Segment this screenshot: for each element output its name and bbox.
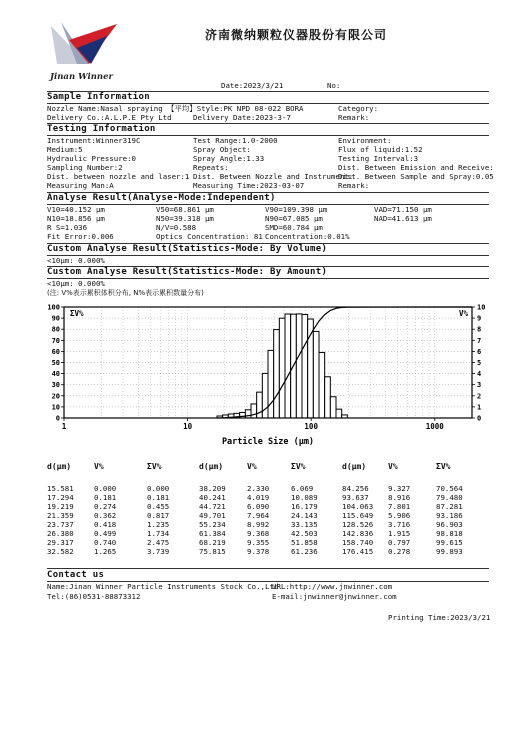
analyse-field: V10=40.152 μm: [47, 205, 105, 214]
report-no: No:: [327, 81, 341, 90]
divider: [47, 255, 489, 256]
histogram-bar: [302, 314, 308, 418]
table-cell: 0.499: [94, 529, 117, 538]
table-cell: 2.475: [147, 538, 170, 547]
sample-category: Category:: [338, 104, 379, 113]
table-cell: 93.637: [342, 493, 369, 502]
histogram-bar: [336, 409, 342, 418]
table-cell: 0.000: [94, 484, 117, 493]
report-date: Date:2023/3/21: [221, 81, 284, 90]
table-cell: 75.815: [199, 547, 226, 556]
analyse-field: N/V=0.588: [156, 223, 197, 232]
sample-nozzle: Nozzle Name:Nasal spraying 【平均】Style:PK NPD 08-022 BORA: [47, 104, 304, 113]
analyse-field: VAD=71.150 μm: [374, 205, 432, 214]
testing-field: Spray Object:: [193, 145, 251, 154]
testing-field: Instrument:Winner319C: [47, 136, 141, 145]
analyse-field: R S=1.036: [47, 223, 88, 232]
table-cell: 0.274: [94, 502, 117, 511]
y-tick-label-right: 0: [477, 414, 482, 423]
analyse-field: N10=18.856 μm: [47, 214, 105, 223]
histogram-bar: [257, 392, 263, 418]
table-cell: 0.181: [147, 493, 170, 502]
testing-field: Dist. Between Emission and Receive:: [338, 163, 494, 172]
data-table: [47, 462, 495, 556]
y-tick-label-left: 40: [51, 370, 60, 379]
analyse-field: V90=109.398 μm: [265, 205, 328, 214]
y-tick-label-right: 1: [477, 403, 482, 412]
y-tick-label-right: 10: [477, 303, 486, 312]
table-cell: 96.903: [436, 520, 463, 529]
y-tick-label-right: 6: [477, 347, 482, 356]
table-cell: 79.480: [436, 493, 463, 502]
table-cell: 2.330: [247, 484, 270, 493]
table-cell: 17.294: [47, 493, 74, 502]
table-cell: 128.526: [342, 520, 374, 529]
table-cell: 0.740: [94, 538, 117, 547]
testing-field: Dist. Between Sample and Spray:0.05: [338, 172, 494, 181]
analyse-result-title: Analyse Result(Analyse-Mode:Independent): [47, 193, 276, 203]
x-tick-label: 100: [304, 422, 318, 431]
table-cell: 15.581: [47, 484, 74, 493]
table-cell: 99.893: [436, 547, 463, 556]
x-tick-label: 1000: [425, 422, 444, 431]
histogram-bar: [285, 314, 291, 418]
table-cell: 1.235: [147, 520, 170, 529]
table-cell: 68.219: [199, 538, 226, 547]
table-cell: 99.615: [436, 538, 463, 547]
right-axis-label: V%: [458, 309, 468, 318]
table-cell: 3.739: [147, 547, 170, 556]
table-cell: 19.219: [47, 502, 74, 511]
table-cell: 115.649: [342, 511, 374, 520]
table-cell: 38.209: [199, 484, 226, 493]
table-cell: 84.256: [342, 484, 369, 493]
y-tick-label-right: 9: [477, 314, 482, 323]
table-header-cell: ΣV%: [436, 462, 451, 471]
x-axis-label: Particle Size (μm): [221, 437, 315, 447]
table-cell: 3.716: [388, 520, 411, 529]
contact-name: Name:Jinan Winner Particle Instruments Stock Co.,Ltd: [47, 582, 279, 591]
sample-delivery-date: Delivery Date:2023-3-7: [193, 113, 291, 122]
table-cell: 4.019: [247, 493, 270, 502]
analyse-field: N50=39.318 μm: [156, 214, 214, 223]
contact-tel: Tel:(86)0531-88873312: [47, 592, 141, 601]
testing-field: Spray Angle:1.33: [193, 154, 265, 163]
table-cell: 0.418: [94, 520, 117, 529]
table-cell: 0.455: [147, 502, 170, 511]
particle-size-chart: [40, 300, 496, 452]
testing-field: Dist. Between Nozzle and Instrument:: [193, 172, 354, 181]
analyse-field: SMD=60.784 μm: [265, 223, 323, 232]
testing-field: Hydraulic Pressure:0: [47, 154, 136, 163]
sample-delivery: Delivery Co.:A.L.P.E Pty Ltd: [47, 113, 172, 122]
table-cell: 1.915: [388, 529, 411, 538]
table-cell: 33.135: [291, 520, 318, 529]
table-cell: 29.317: [47, 538, 74, 547]
table-cell: 93.186: [436, 511, 463, 520]
table-cell: 32.582: [47, 547, 74, 556]
table-header-cell: d(μm): [47, 462, 72, 471]
testing-field: Test Range:1.0-2000: [193, 136, 278, 145]
chart-note: (注: V%表示累积体积分布, N%表示累积数量分布): [47, 289, 204, 297]
custom-volume-title: Custom Analyse Result(Statistics-Mode: By Volume): [47, 244, 328, 254]
table-cell: 104.063: [342, 502, 374, 511]
y-tick-label-right: 8: [477, 325, 482, 334]
table-cell: 9.327: [388, 484, 411, 493]
table-cell: 0.000: [147, 484, 170, 493]
printing-time: Printing Time:2023/3/21: [388, 613, 491, 622]
testing-field: Medium:5: [47, 145, 83, 154]
contact-url[interactable]: URL:http://www.jnwinner.com: [272, 582, 393, 591]
table-cell: 70.564: [436, 484, 463, 493]
y-tick-label-left: 30: [51, 381, 60, 390]
histogram-bar: [296, 314, 302, 418]
contact-title: Contact us: [47, 570, 105, 580]
table-cell: 49.701: [199, 511, 226, 520]
table-cell: 8.992: [247, 520, 270, 529]
divider: [47, 278, 489, 279]
table-cell: 1.734: [147, 529, 170, 538]
logo-text: Jinan Winner: [50, 72, 113, 82]
table-header-cell: ΣV%: [147, 462, 162, 471]
analyse-field: Optics Concentration: 81: [156, 232, 263, 241]
testing-field: Dist. between nozzle and laser:1: [47, 172, 190, 181]
y-tick-label-left: 10: [51, 403, 60, 412]
table-cell: 61.236: [291, 547, 318, 556]
left-axis-label: ΣV%: [70, 309, 84, 318]
table-cell: 10.089: [291, 493, 318, 502]
testing-field: Repeats:: [193, 163, 229, 172]
table-cell: 16.179: [291, 502, 318, 511]
table-cell: 9.378: [247, 547, 270, 556]
histogram-bar: [319, 352, 325, 418]
y-tick-label-right: 7: [477, 336, 482, 345]
table-cell: 98.818: [436, 529, 463, 538]
histogram-bar: [274, 330, 280, 418]
table-cell: 9.355: [247, 538, 270, 547]
testing-field: Measuring Time:2023-03-07: [193, 181, 305, 190]
table-cell: 142.836: [342, 529, 374, 538]
y-tick-label-right: 5: [477, 359, 482, 367]
table-cell: 51.858: [291, 538, 318, 547]
testing-field: Flux of liquid:1.52: [338, 145, 423, 154]
table-cell: 0.362: [94, 511, 117, 520]
y-tick-label-left: 70: [51, 336, 60, 345]
table-cell: 5.906: [388, 511, 411, 520]
table-cell: 87.281: [436, 502, 463, 511]
histogram-bar: [313, 331, 319, 418]
custom-amount-line: <10μm: 0.000%: [47, 279, 105, 288]
table-header-cell: d(μm): [342, 462, 367, 471]
analyse-field: N90=67.085 μm: [265, 214, 323, 223]
table-cell: 55.234: [199, 520, 226, 529]
table-header-cell: V%: [388, 462, 398, 471]
table-cell: 21.359: [47, 511, 74, 520]
table-cell: 9.368: [247, 529, 270, 538]
table-cell: 0.278: [388, 547, 411, 556]
table-cell: 61.384: [199, 529, 226, 538]
table-header-cell: V%: [247, 462, 257, 471]
table-cell: 6.069: [291, 484, 314, 493]
table-header-cell: ΣV%: [291, 462, 306, 471]
contact-email[interactable]: E-mail:jnwinner@jnwinner.com: [272, 592, 397, 601]
table-cell: 40.241: [199, 493, 226, 502]
testing-field: Environment:: [338, 136, 392, 145]
table-cell: 158.740: [342, 538, 374, 547]
table-cell: 1.265: [94, 547, 117, 556]
analyse-field: Concentration:0.01%: [265, 232, 350, 241]
table-cell: 0.181: [94, 493, 117, 502]
table-header-cell: V%: [94, 462, 104, 471]
sample-remark: Remark:: [338, 113, 370, 122]
table-cell: 6.090: [247, 502, 270, 511]
y-tick-label-left: 20: [51, 392, 60, 401]
x-tick-label: 1: [61, 422, 67, 431]
y-tick-label-left: 50: [51, 359, 60, 367]
testing-info-title: Testing Information: [47, 124, 156, 134]
y-tick-label-right: 4: [477, 370, 482, 379]
divider: [47, 568, 489, 569]
analyse-field: Fit Error:0.006: [47, 232, 114, 241]
table-cell: 23.737: [47, 520, 74, 529]
analyse-field: NAD=41.613 μm: [374, 214, 432, 223]
sample-info-title: Sample Information: [47, 92, 150, 102]
table-cell: 26.380: [47, 529, 74, 538]
table-cell: 7.964: [247, 511, 270, 520]
analyse-field: V50=68.861 μm: [156, 205, 214, 214]
histogram-bar: [251, 404, 257, 418]
y-tick-label-left: 60: [51, 347, 60, 356]
testing-field: Measuring Man:A: [47, 181, 114, 190]
y-tick-label-right: 2: [477, 392, 482, 401]
testing-field: Testing Interval:3: [338, 154, 419, 163]
table-cell: 24.143: [291, 511, 318, 520]
x-tick-label: 10: [183, 422, 193, 431]
testing-field: Remark:: [338, 181, 370, 190]
y-tick-label-left: 0: [55, 414, 60, 423]
y-tick-label-left: 90: [51, 314, 60, 323]
y-tick-label-left: 100: [47, 303, 60, 312]
histogram-bar: [245, 410, 251, 418]
histogram-bar: [268, 350, 274, 418]
y-tick-label-left: 80: [51, 325, 60, 334]
custom-volume-line: <10μm: 0.000%: [47, 256, 105, 265]
histogram-bar: [330, 397, 336, 418]
testing-field: Sampling Number:2: [47, 163, 123, 172]
histogram-bar: [325, 377, 331, 418]
histogram-bar: [240, 412, 246, 418]
table-cell: 8.916: [388, 493, 411, 502]
table-cell: 176.415: [342, 547, 374, 556]
table-header-cell: d(μm): [199, 462, 224, 471]
histogram-bar: [279, 318, 285, 418]
company-logo: [47, 18, 133, 80]
table-cell: 7.801: [388, 502, 411, 511]
table-cell: 0.817: [147, 511, 170, 520]
table-cell: 0.797: [388, 538, 411, 547]
table-cell: 42.503: [291, 529, 318, 538]
y-tick-label-right: 3: [477, 381, 482, 390]
custom-amount-title: Custom Analyse Result(Statistics-Mode: By Amount): [47, 267, 328, 277]
table-cell: 44.721: [199, 502, 226, 511]
company-title: 济南微纳颗粒仪器股份有限公司: [205, 28, 388, 42]
